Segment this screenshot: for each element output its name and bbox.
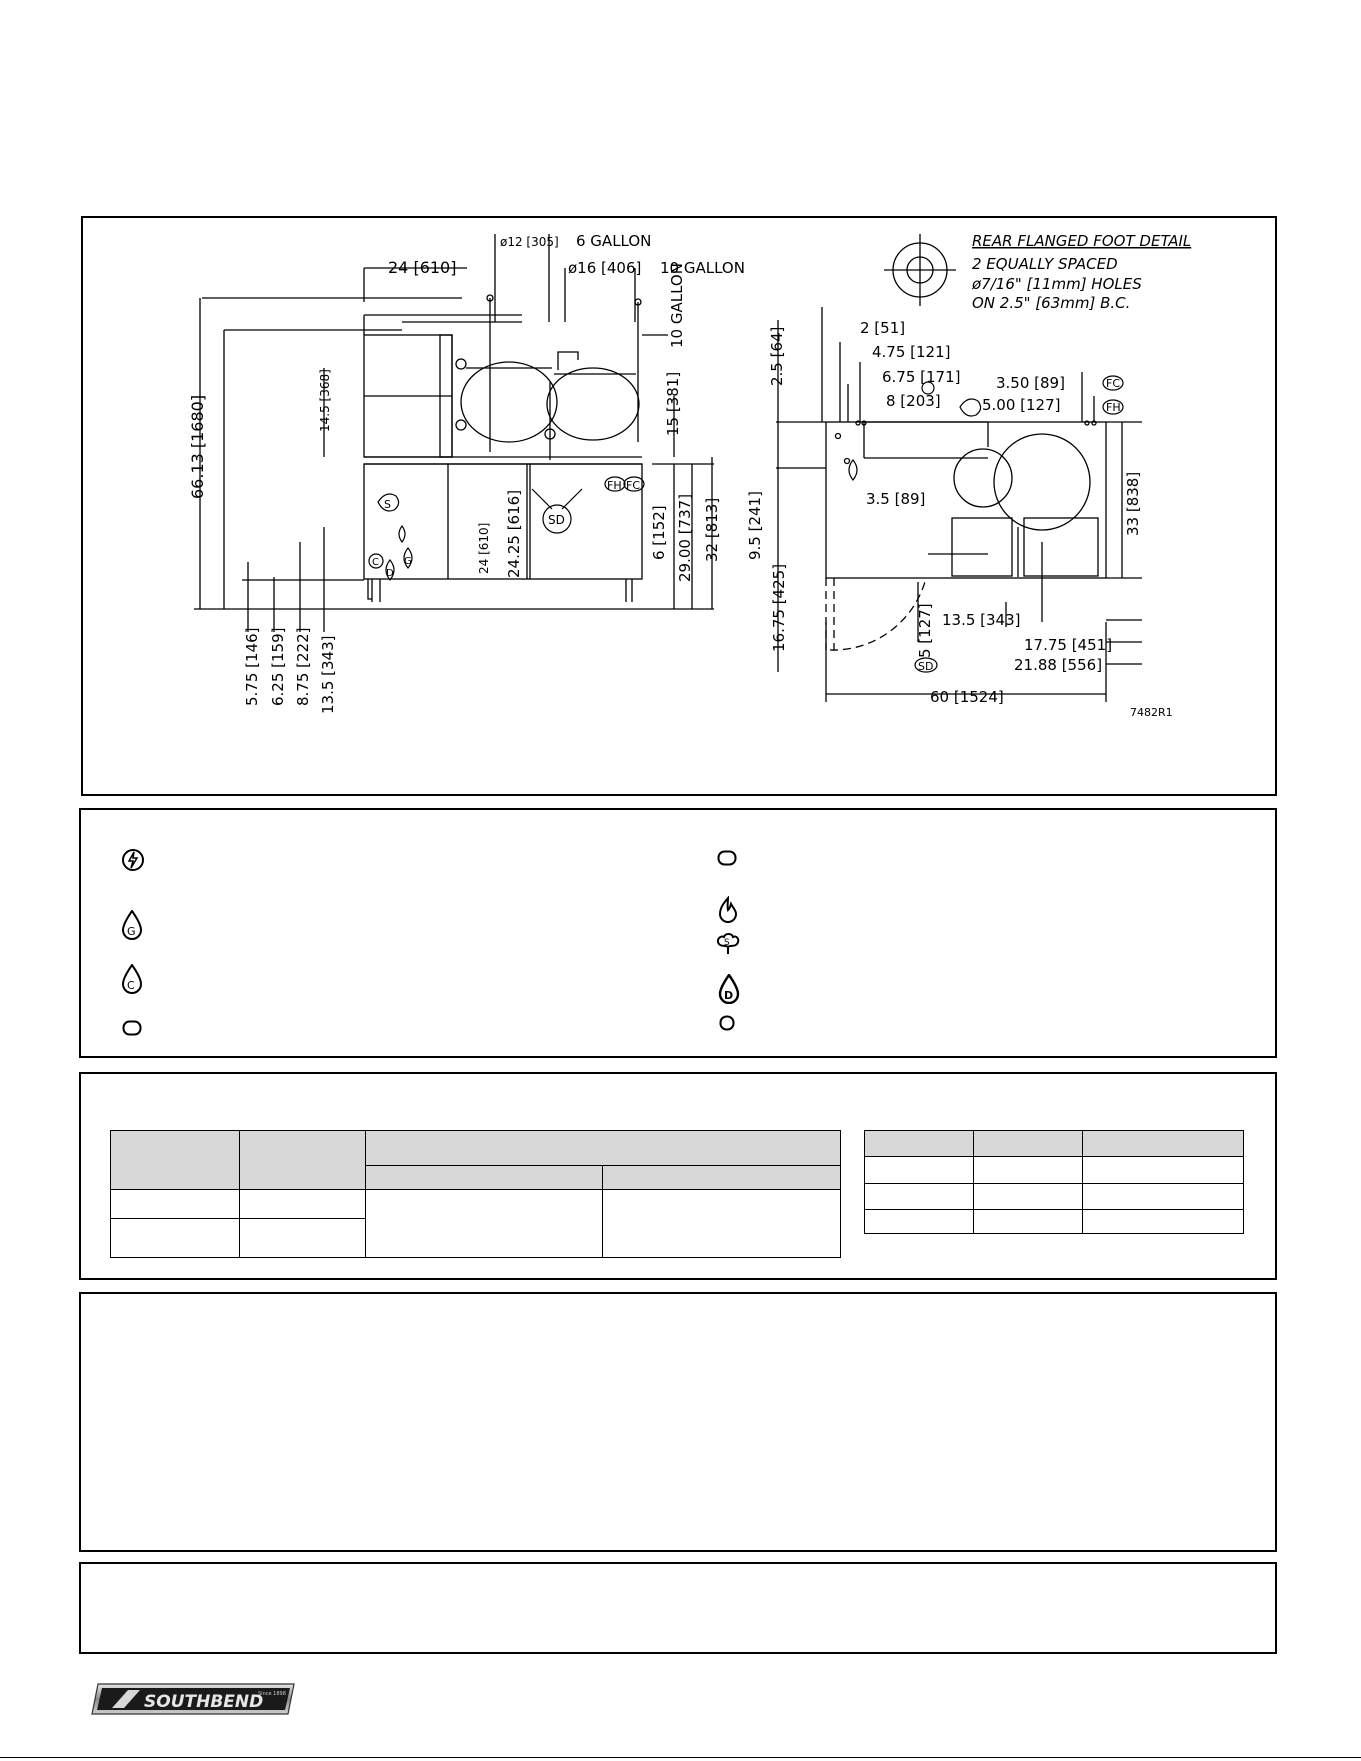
svg-text:Since 1898: Since 1898 — [258, 1691, 286, 1697]
table-cell — [974, 1209, 1083, 1233]
table-cell — [974, 1131, 1083, 1157]
dim-5-75: 5.75 [146] — [243, 627, 261, 706]
technical-drawing — [83, 218, 1275, 794]
kettle-6-label: 6 GALLON — [576, 232, 652, 250]
plan-dim-5-00: 5.00 [127] — [982, 396, 1061, 414]
dim-32: 32 [813] — [703, 497, 721, 562]
plan-fc-tag: FC — [1106, 377, 1121, 390]
rounded-rect-icon — [719, 1015, 735, 1031]
fh-tag: FH — [607, 479, 622, 492]
table-cell — [865, 1209, 974, 1233]
base-24-25-dim: 24.25 [616] — [505, 489, 523, 578]
table-cell — [1083, 1209, 1244, 1233]
plan-dim-2-5: 2.5 [64] — [768, 326, 786, 386]
table-cell — [240, 1131, 366, 1190]
kettle-6-dia: ø12 [305] — [500, 235, 559, 249]
table-cell — [366, 1165, 603, 1190]
table-cell — [1083, 1157, 1244, 1183]
plan-dim-60: 60 [1524] — [930, 688, 1004, 706]
drawing-ref: 7482R1 — [1130, 706, 1173, 719]
svg-text:D: D — [724, 989, 734, 1002]
kettle-height-dim: 15 [381] — [664, 371, 682, 436]
kettle-10-dia: ø16 [406] — [568, 259, 642, 277]
table-cell — [603, 1190, 841, 1258]
bottom-rule — [0, 1757, 1361, 1758]
footer-panel — [79, 1562, 1277, 1654]
rear-detail-title: REAR FLANGED FOOT DETAIL — [972, 232, 1192, 250]
s-tag: S — [384, 498, 391, 511]
gas-icon — [121, 910, 143, 940]
table-cell — [366, 1131, 841, 1166]
table-cell — [865, 1183, 974, 1209]
kettle-10-label: 10 GALLON — [660, 259, 745, 277]
height-total-dim: 66.13 [1680] — [188, 394, 207, 499]
rear-detail-line3: ON 2.5" [63mm] B.C. — [972, 294, 1131, 312]
drain-icon — [718, 974, 740, 1004]
plan-dim-8: 8 [203] — [886, 392, 941, 410]
plan-dim-13-5: 13.5 [343] — [942, 611, 1021, 629]
rounded-rect-icon — [122, 1020, 142, 1036]
svg-text:C: C — [127, 979, 135, 992]
rear-detail-line2: ø7/16" [11mm] HOLES — [972, 275, 1142, 293]
legend-panel — [79, 808, 1277, 1058]
southbend-logo — [88, 1682, 300, 1716]
dim-8-75: 8.75 [222] — [294, 627, 312, 706]
plan-dim-2: 2 [51] — [860, 319, 906, 337]
plan-dim-33: 33 [838] — [1124, 471, 1142, 536]
c-tag: C — [372, 557, 379, 568]
table-cell — [603, 1165, 841, 1190]
door-24-dim: 24 [610] — [477, 522, 491, 574]
electric-icon — [121, 848, 145, 872]
sd-tag: SD — [548, 513, 565, 527]
plan-dim-21-88: 21.88 [556] — [1014, 656, 1103, 674]
spec-table-left — [110, 1130, 841, 1258]
table-cell — [1083, 1183, 1244, 1209]
plan-dim-3-50: 3.50 [89] — [996, 374, 1065, 392]
plan-dim-6-75: 6.75 [171] — [882, 368, 961, 386]
plan-dim-16-75: 16.75 [425] — [770, 563, 788, 652]
svg-text:SOUTHBEND: SOUTHBEND — [144, 1692, 264, 1712]
plan-fh-tag: FH — [1106, 401, 1121, 414]
table-cell — [865, 1157, 974, 1183]
width-24-dim: 24 [610] — [388, 258, 457, 277]
dim-6-25: 6.25 [159] — [269, 627, 287, 706]
table-cell — [366, 1190, 603, 1258]
svg-text:S: S — [724, 938, 730, 948]
notes-panel — [79, 1292, 1277, 1552]
plan-dim-4-75: 4.75 [121] — [872, 343, 951, 361]
drawing-panel — [81, 216, 1277, 796]
rear-detail-line1: 2 EQUALLY SPACED — [972, 255, 1118, 273]
fc-tag: FC — [626, 479, 641, 492]
table-cell — [111, 1219, 240, 1258]
plan-dim-17-75: 17.75 [451] — [1024, 636, 1113, 654]
table-cell — [111, 1190, 240, 1219]
table-cell — [974, 1183, 1083, 1209]
dim-29: 29.00 [737] — [676, 493, 694, 582]
spec-table-right — [864, 1130, 1244, 1234]
plan-sd-tag: SD — [918, 660, 934, 673]
table-cell — [240, 1219, 366, 1258]
dim-6: 6 [152] — [650, 505, 668, 560]
flame-icon — [718, 896, 738, 924]
table-cell — [1083, 1131, 1244, 1157]
dim-13-5: 13.5 [343] — [319, 635, 337, 714]
plan-dim-9-5: 9.5 [241] — [746, 491, 764, 560]
table-cell — [865, 1131, 974, 1157]
plan-dim-5: 5 [127] — [916, 603, 934, 658]
plan-dim-3-5: 3.5 [89] — [866, 490, 926, 508]
g-tag: G — [404, 556, 412, 567]
d-tag: D — [386, 568, 394, 579]
comp-height-dim: 14.5 [368] — [318, 369, 332, 432]
cold-water-icon — [121, 964, 143, 994]
table-cell — [240, 1190, 366, 1219]
spec-panel — [79, 1072, 1277, 1280]
table-cell — [111, 1131, 240, 1190]
svg-text:G: G — [127, 925, 136, 938]
rounded-rect-icon — [717, 850, 737, 866]
table-cell — [974, 1157, 1083, 1183]
kettle-10-side: 10 GALLON — [668, 263, 686, 348]
steam-icon — [715, 932, 741, 956]
